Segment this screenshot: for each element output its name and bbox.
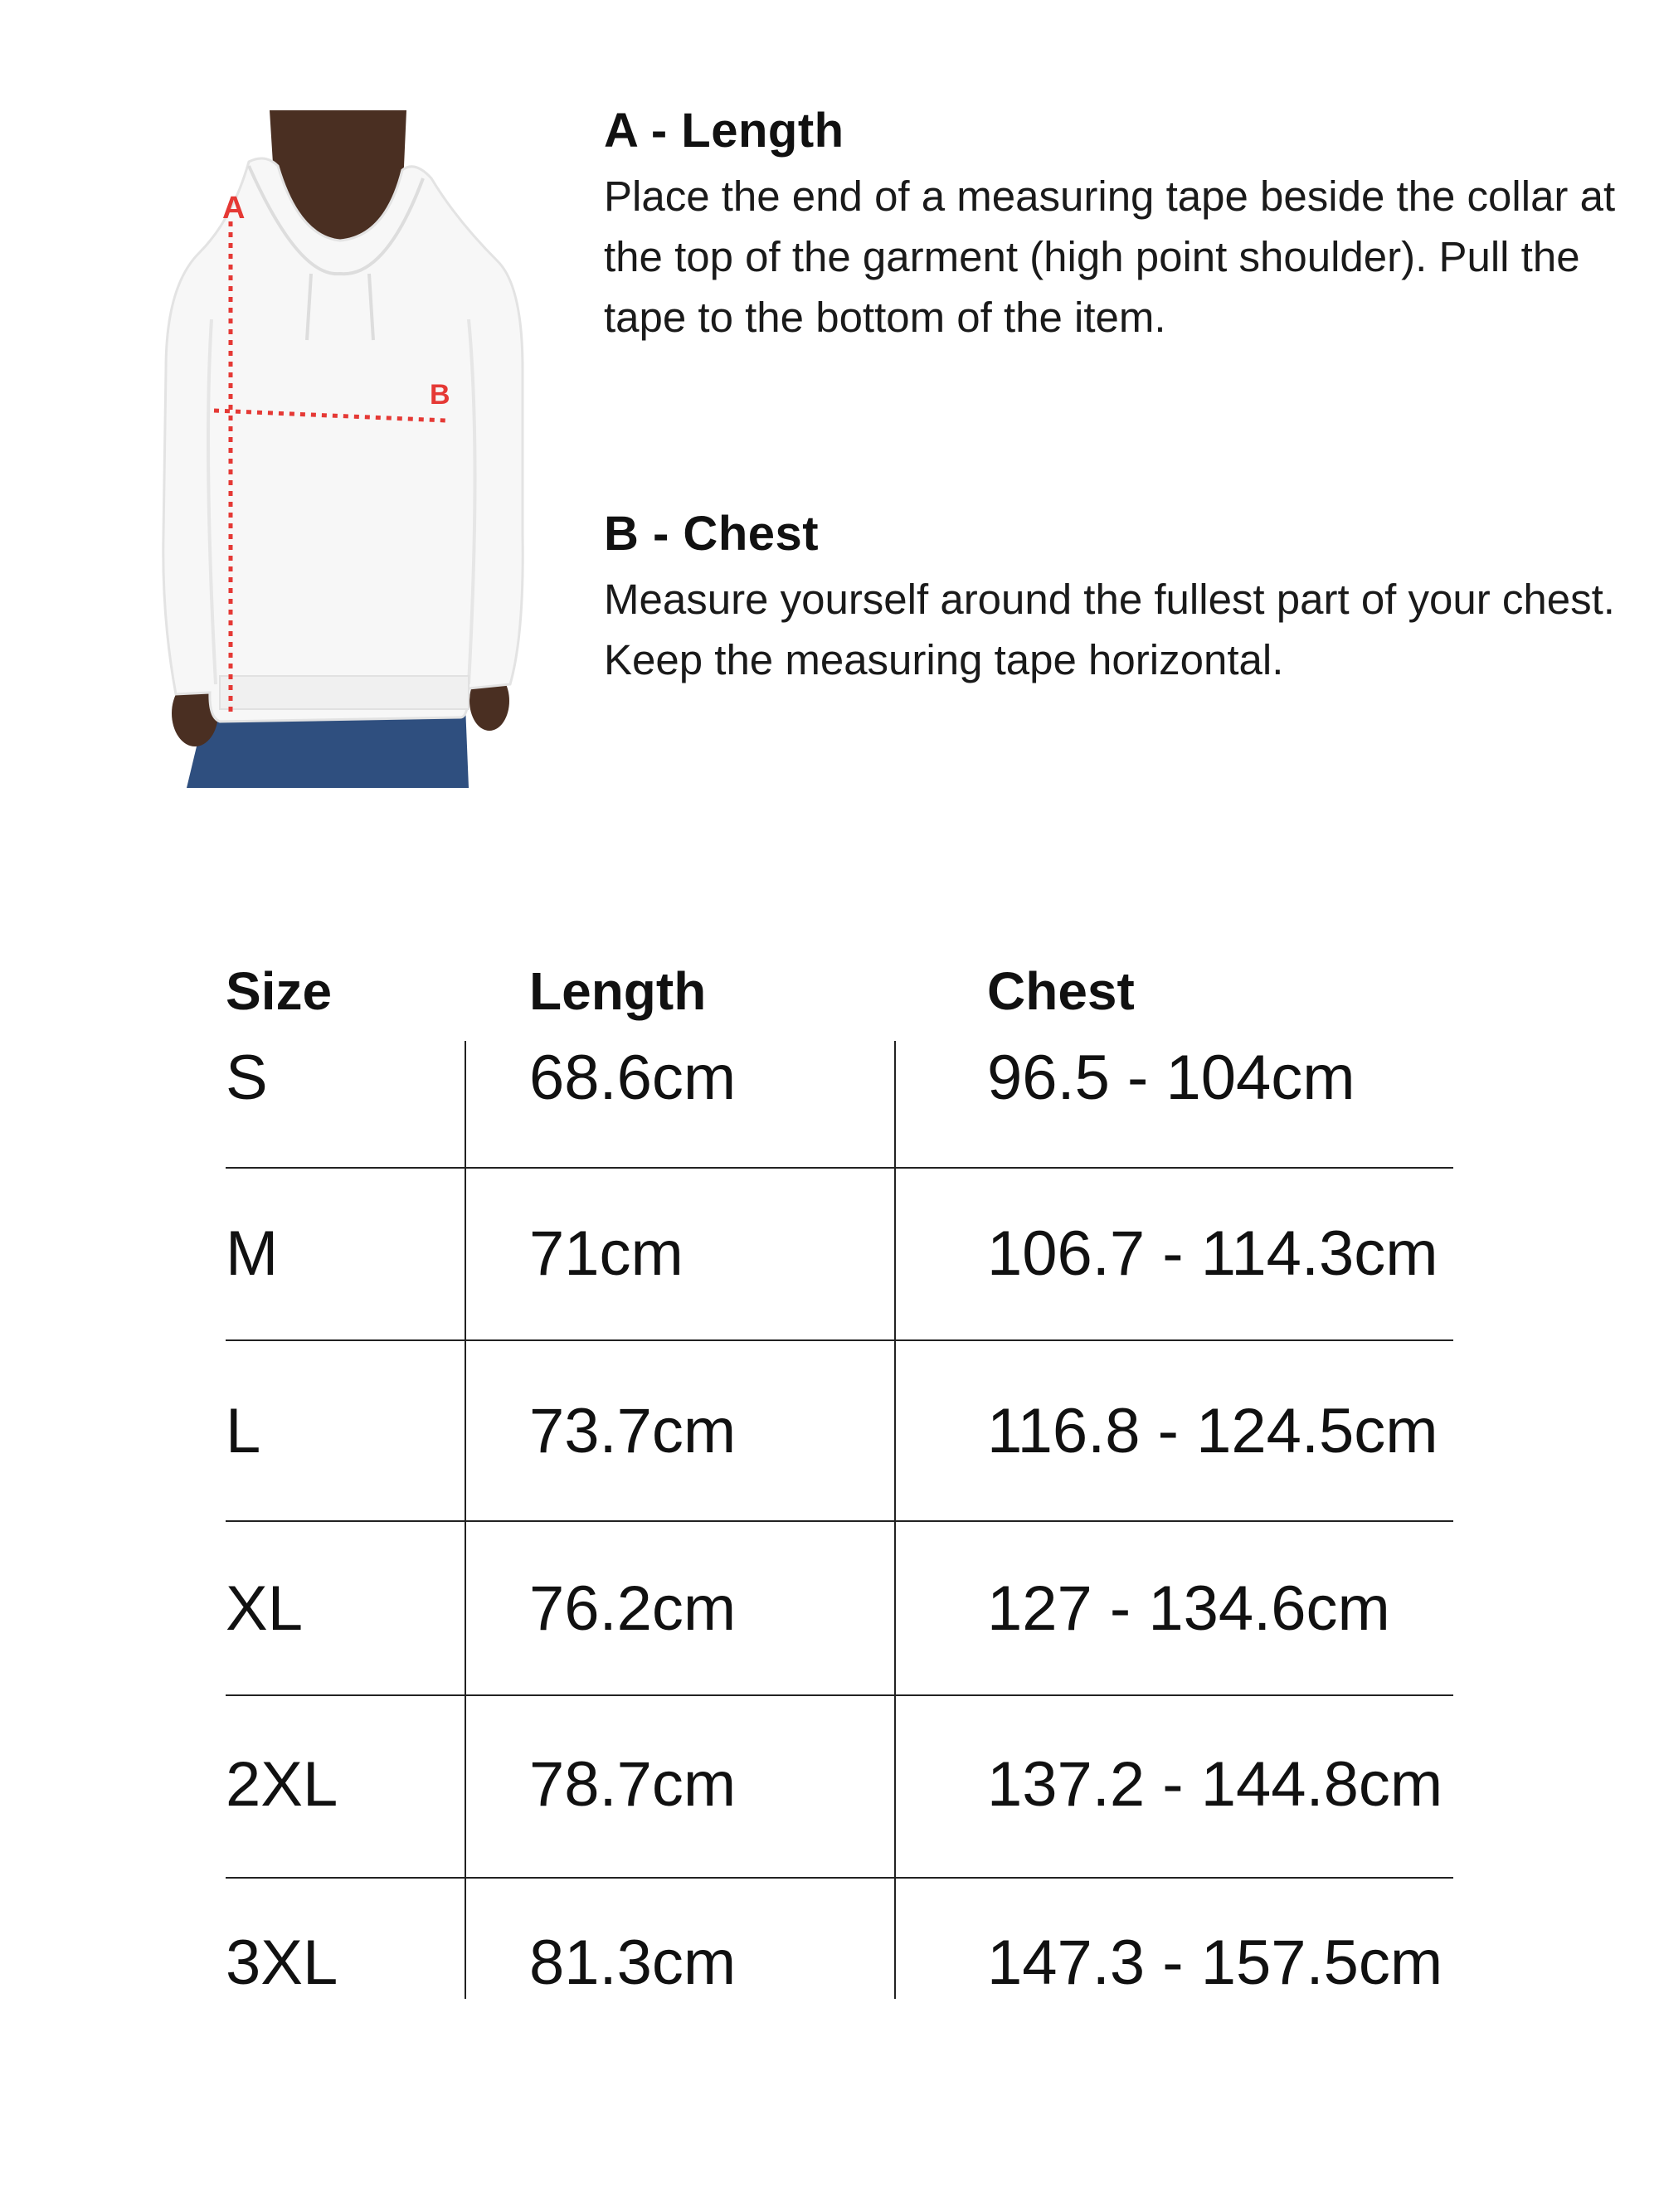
- cell-chest: 127 - 134.6cm: [987, 1573, 1390, 1644]
- cell-chest: 96.5 - 104cm: [987, 1043, 1355, 1113]
- cell-size: 3XL: [226, 1928, 338, 1998]
- cell-size: M: [226, 1218, 279, 1289]
- cell-size: S: [226, 1043, 268, 1113]
- length-instruction-section: [604, 101, 1632, 348]
- chest-description: Measure yourself around the fullest part of your chest. Keep the measuring tape horizontal.: [604, 576, 1615, 683]
- hoodie-illustration: [133, 104, 547, 788]
- cell-size: L: [226, 1396, 261, 1466]
- cell-size: 2XL: [226, 1749, 338, 1820]
- chest-heading: B - Chest: [604, 507, 820, 561]
- row-divider: [226, 1694, 1453, 1696]
- cell-chest: 147.3 - 157.5cm: [987, 1928, 1443, 1998]
- cell-length: 78.7cm: [529, 1749, 737, 1820]
- cell-length: 71cm: [529, 1218, 684, 1289]
- label-b: B: [430, 379, 450, 411]
- cell-chest: 116.8 - 124.5cm: [987, 1396, 1438, 1466]
- length-heading: A - Length: [604, 104, 844, 158]
- cell-length: 81.3cm: [529, 1928, 737, 1998]
- header-length: Length: [529, 961, 707, 1021]
- label-a: A: [222, 191, 246, 226]
- cell-length: 68.6cm: [529, 1043, 737, 1113]
- cell-size: XL: [226, 1573, 303, 1644]
- row-divider: [226, 1339, 1453, 1341]
- cell-chest: 137.2 - 144.8cm: [987, 1749, 1443, 1820]
- row-divider: [226, 1520, 1453, 1522]
- cell-length: 76.2cm: [529, 1573, 737, 1644]
- cell-length: 73.7cm: [529, 1396, 737, 1466]
- hoodie-shape: [163, 158, 523, 722]
- header-chest: Chest: [987, 961, 1135, 1021]
- chest-instruction-section: [604, 504, 1632, 690]
- row-divider: [226, 1877, 1453, 1879]
- header-size: Size: [226, 961, 333, 1021]
- length-description: Place the end of a measuring tape beside the collar at the top of the garment (high point shoulder). Pull the tape to the bottom of the item.: [604, 173, 1616, 341]
- row-divider: [226, 1167, 1453, 1169]
- hoodie-measurement-figure: [133, 104, 547, 788]
- cell-chest: 106.7 - 114.3cm: [987, 1218, 1438, 1289]
